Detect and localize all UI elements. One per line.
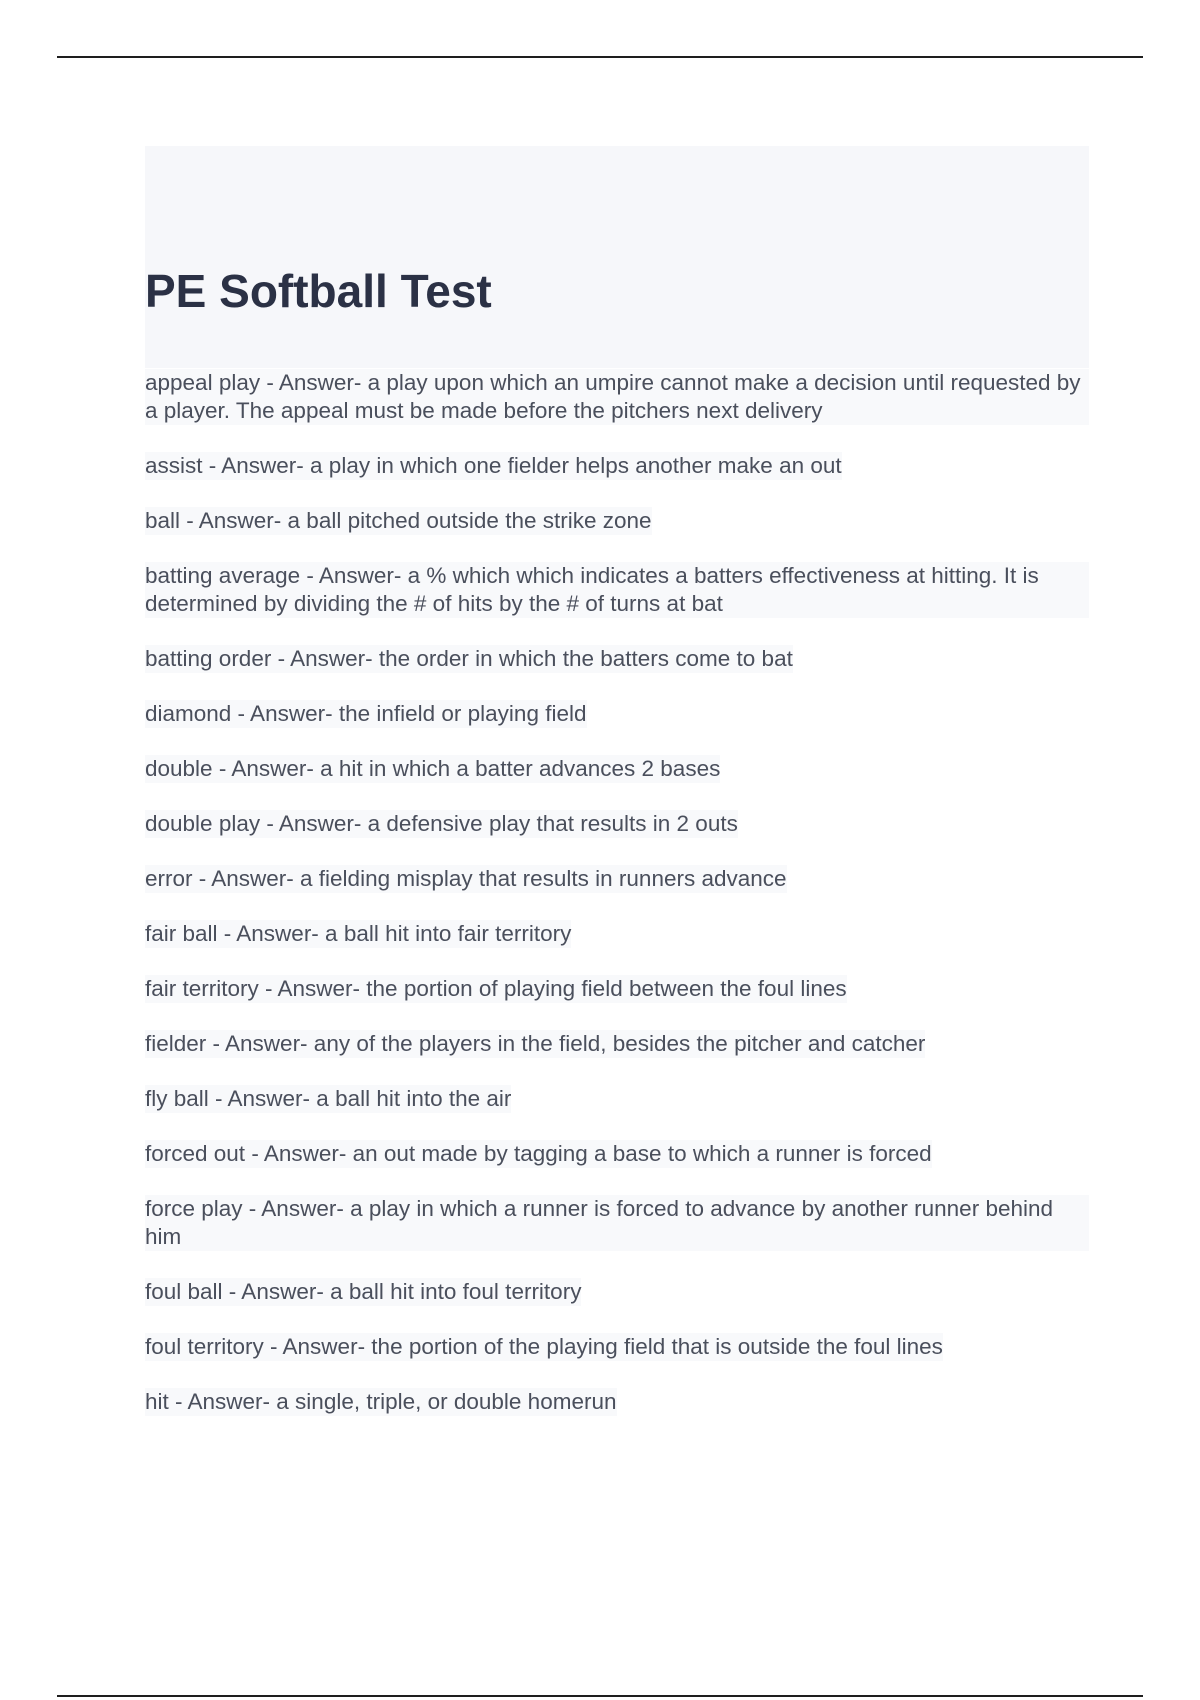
glossary-entry: hit - Answer- a single, triple, or double homerun xyxy=(145,1389,617,1414)
glossary-entry: fair ball - Answer- a ball hit into fair territory xyxy=(145,921,572,946)
page-title: PE Softball Test xyxy=(145,265,492,317)
glossary-entry: foul ball - Answer- a ball hit into foul territory xyxy=(145,1279,582,1304)
glossary-entry: forced out - Answer- an out made by tagging a base to which a runner is forced xyxy=(145,1141,932,1166)
glossary-entry: fair territory - Answer- the portion of playing field between the foul lines xyxy=(145,976,847,1001)
glossary-entry: diamond - Answer- the infield or playing field xyxy=(145,701,587,726)
glossary-entry: foul territory - Answer- the portion of the playing field that is outside the foul lines xyxy=(145,1334,943,1359)
title-block xyxy=(145,146,1089,368)
glossary-entry: appeal play - Answer- a play upon which an umpire cannot make a decision until requested by a player. The appeal must be made before the pitchers next delivery xyxy=(145,369,1089,425)
glossary-entry: batting average - Answer- a % which which indicates a batters effectiveness at hitting. It is determined by dividing the # of hits by the # of turns at bat xyxy=(145,562,1089,618)
glossary-entry: double - Answer- a hit in which a batter advances 2 bases xyxy=(145,756,721,781)
top-rule xyxy=(57,56,1143,58)
glossary-entry: batting order - Answer- the order in which the batters come to bat xyxy=(145,646,793,671)
glossary-entry: fielder - Answer- any of the players in the field, besides the pitcher and catcher xyxy=(145,1031,926,1056)
glossary-entry: force play - Answer- a play in which a runner is forced to advance by another runner behind him xyxy=(145,1195,1089,1251)
glossary-entry: assist - Answer- a play in which one fielder helps another make an out xyxy=(145,453,842,478)
bottom-rule xyxy=(57,1695,1143,1697)
glossary-list xyxy=(145,369,1089,1443)
glossary-entry: ball - Answer- a ball pitched outside the strike zone xyxy=(145,508,652,533)
glossary-entry: fly ball - Answer- a ball hit into the air xyxy=(145,1086,512,1111)
glossary-entry: error - Answer- a fielding misplay that results in runners advance xyxy=(145,866,787,891)
glossary-entry: double play - Answer- a defensive play that results in 2 outs xyxy=(145,811,738,836)
